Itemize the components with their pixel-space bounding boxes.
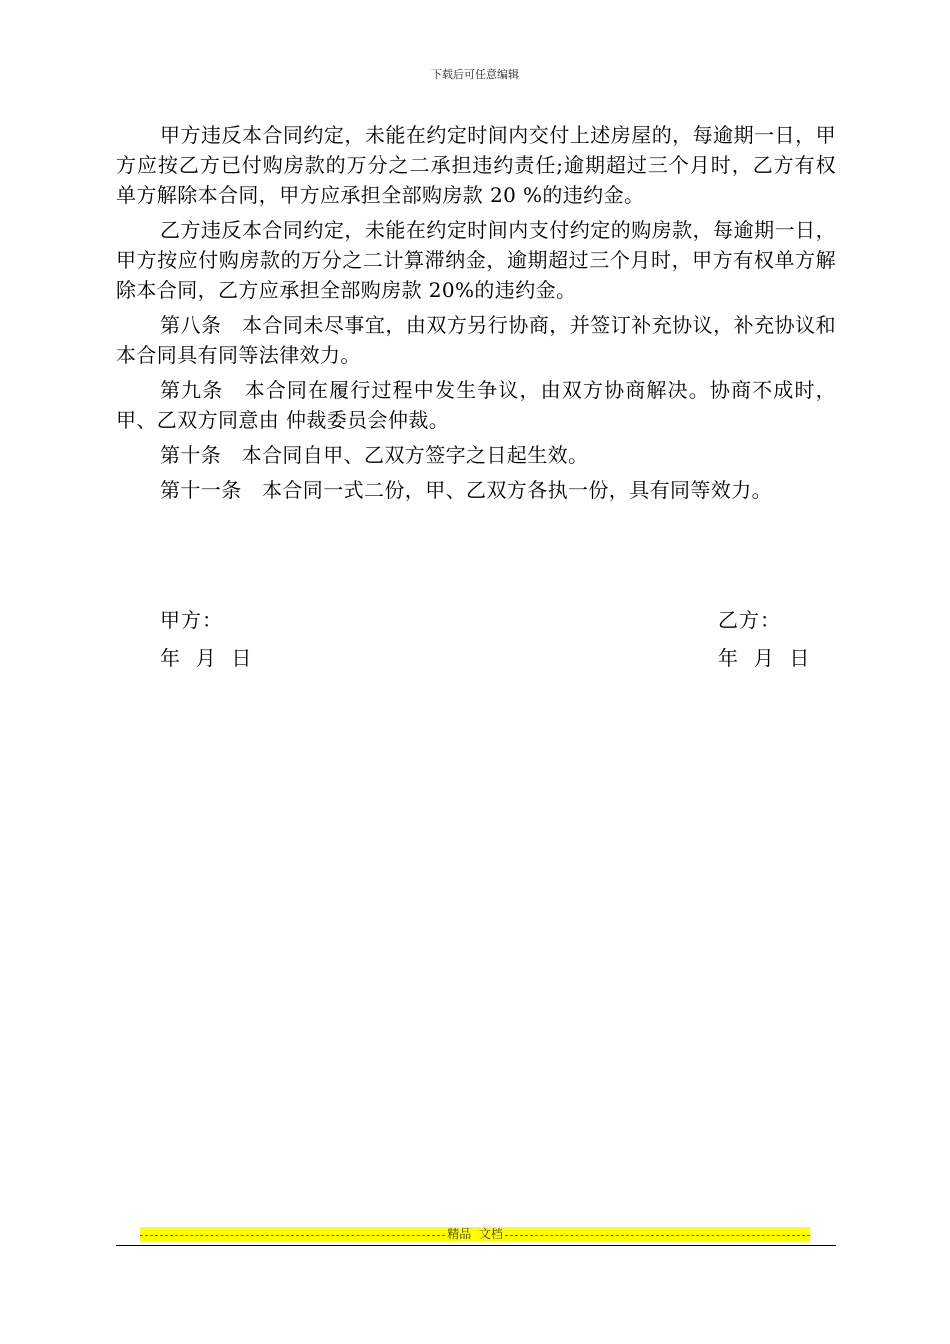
paragraph-article-8: 第八条 本合同未尽事宜，由双方另行协商，并签订补充协议，补充协议和本合同具有同等法律效力。 xyxy=(116,313,836,367)
footer-dash-left xyxy=(140,1235,445,1236)
party-a-date: 年 月 日 xyxy=(160,646,253,670)
paragraph-article-10: 第十条 本合同自甲、乙双方签字之日起生效。 xyxy=(160,443,589,467)
party-b-label: 乙方： xyxy=(718,608,781,632)
party-a-label: 甲方： xyxy=(160,608,223,632)
paragraph-article-11: 第十一条 本合同一式二份，甲、乙双方各执一份，具有同等效力。 xyxy=(160,478,772,502)
footer-rule xyxy=(116,1245,836,1246)
paragraph-article-9: 第九条 本合同在履行过程中发生争议，由双方协商解决。协商不成时，甲、乙双方同意由 仲裁委员会仲裁。 xyxy=(116,378,836,432)
party-b-date: 年 月 日 xyxy=(718,646,811,670)
footer-band xyxy=(140,1227,810,1242)
paragraph-penalty-party-a: 甲方违反本合同约定，未能在约定时间内交付上述房屋的，每逾期一日，甲方应按乙方已付购房款的万分之二承担违约责任;逾期超过三个月时，乙方有权单方解除本合同，甲方应承担全部购房款 20 %的违约金。 xyxy=(116,123,836,207)
header-note: 下载后可任意编辑 xyxy=(431,68,519,81)
paragraph-penalty-party-b: 乙方违反本合同约定，未能在约定时间内支付约定的购房款，每逾期一日，甲方按应付购房款的万分之二计算滞纳金，逾期超过三个月时，甲方有权单方解除本合同，乙方应承担全部购房款 20%的违约金。 xyxy=(116,218,836,302)
footer-label: 精品 文档 xyxy=(447,1227,503,1241)
footer-dash-right xyxy=(505,1235,810,1236)
contract-body xyxy=(116,120,836,510)
